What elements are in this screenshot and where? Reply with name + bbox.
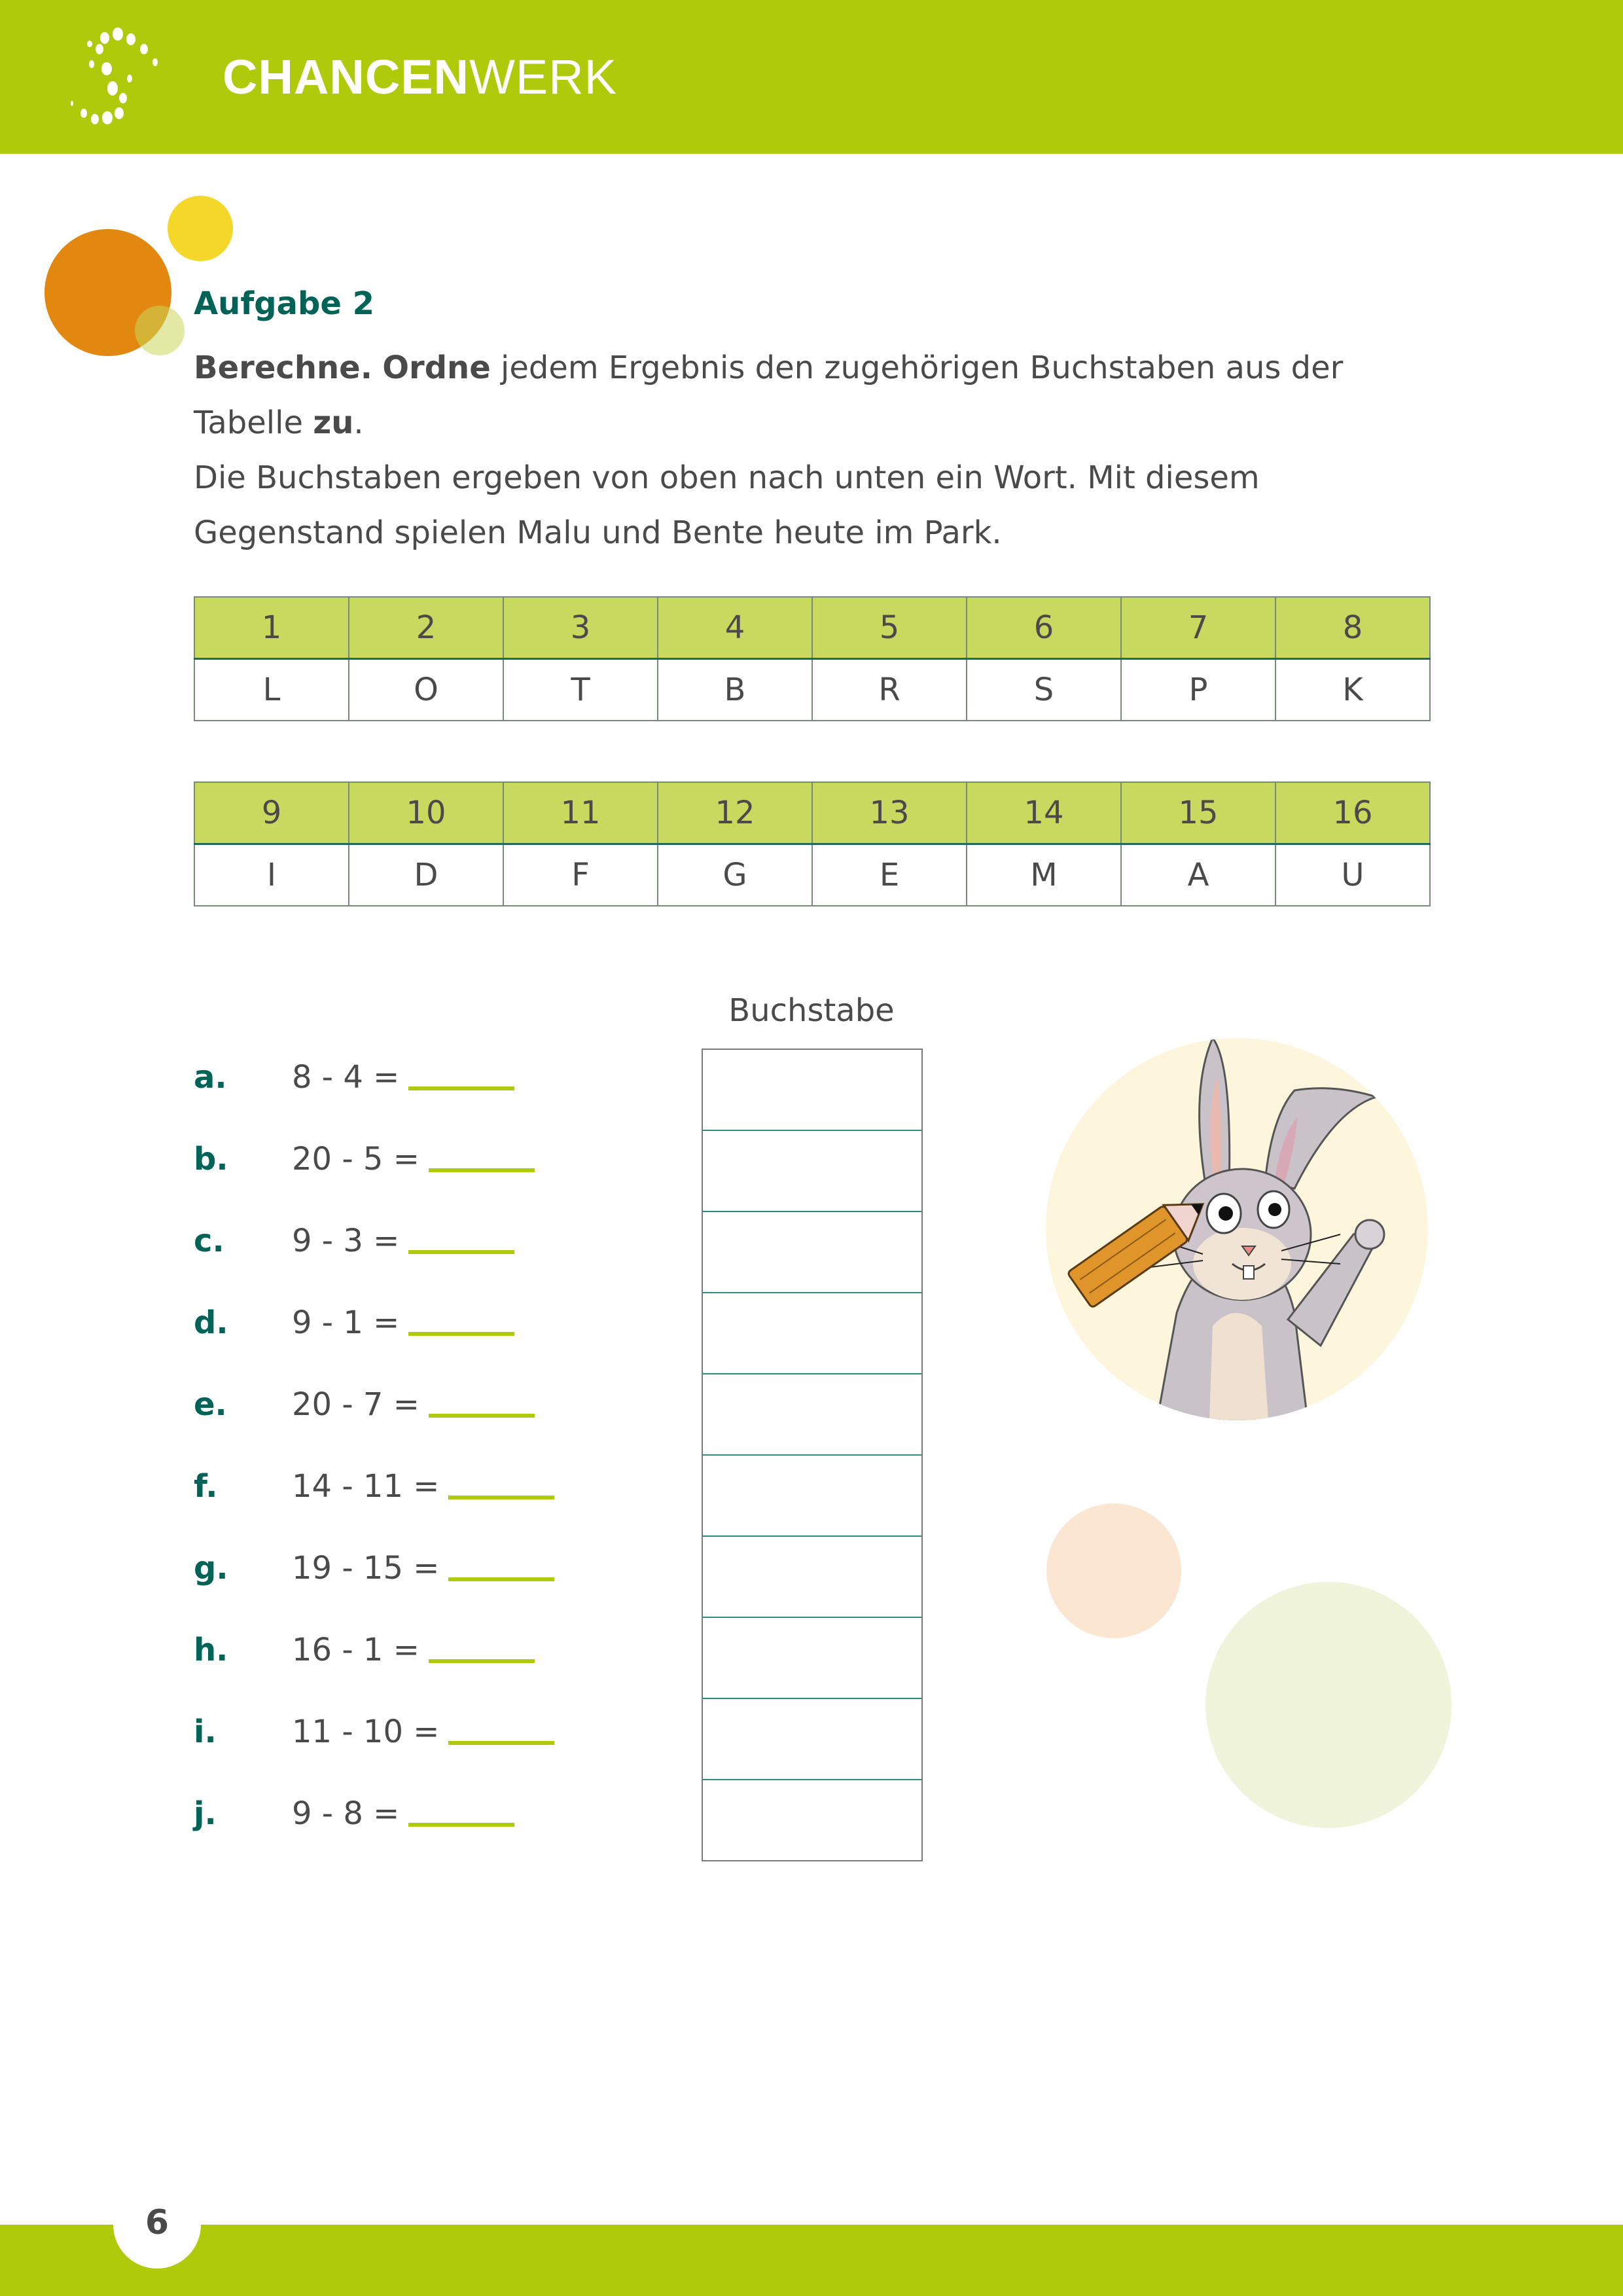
answer-blank[interactable] — [429, 1659, 535, 1663]
exercise-label: d. — [194, 1304, 228, 1341]
letter-cell: T — [503, 659, 658, 721]
exercise-label: h. — [194, 1632, 228, 1668]
exercise-row — [194, 1624, 535, 1676]
answer-letter-box-b[interactable] — [703, 1131, 921, 1212]
number-cell: 1 — [194, 597, 349, 659]
letter-cell: G — [658, 844, 812, 906]
number-cell: 2 — [349, 597, 503, 659]
answer-blank[interactable] — [408, 1086, 514, 1090]
bunny-with-pencil-icon — [1046, 1038, 1428, 1420]
letter-row — [194, 659, 1430, 721]
exercise-label: f. — [194, 1468, 218, 1505]
number-cell: 6 — [967, 597, 1121, 659]
exercise-row — [194, 1378, 535, 1431]
answer-blank[interactable] — [448, 1741, 554, 1745]
answer-letter-box-g[interactable] — [703, 1537, 921, 1618]
answer-letter-box-c[interactable] — [703, 1212, 921, 1293]
letter-cell: K — [1275, 659, 1430, 721]
exercise-row — [194, 1787, 514, 1840]
letter-cell: L — [194, 659, 349, 721]
instruction-verb-assign: Ordne — [382, 350, 491, 386]
exercise-equation: 19 - 15 = — [292, 1550, 440, 1587]
decorative-peach-circle — [1046, 1503, 1181, 1638]
decorative-yellow-circle — [168, 196, 233, 261]
exercise-row — [194, 1297, 514, 1349]
letter-cell: M — [967, 844, 1121, 906]
answer-letter-box-h[interactable] — [703, 1618, 921, 1699]
page-number: 6 — [145, 2203, 169, 2242]
letter-code-table-1 — [194, 596, 1431, 721]
exercise-equation: 11 - 10 = — [292, 1713, 440, 1750]
letter-cell: B — [658, 659, 812, 721]
answer-blank[interactable] — [429, 1168, 535, 1172]
exercise-row — [194, 1542, 554, 1594]
instruction-line-1 — [194, 340, 1437, 395]
answer-column-header: Buchstabe — [728, 992, 895, 1029]
instruction-line-2 — [194, 395, 1437, 450]
task-title: Aufgabe 2 — [194, 285, 374, 322]
exercise-equation: 16 - 1 = — [292, 1632, 419, 1668]
number-cell: 12 — [658, 782, 812, 844]
answer-blank[interactable] — [448, 1577, 554, 1581]
brand-name — [223, 51, 617, 103]
exercise-label: i. — [194, 1713, 217, 1750]
exercise-row — [194, 1215, 514, 1267]
exercise-label: a. — [194, 1059, 227, 1096]
decorative-pale-green-circle — [1205, 1582, 1452, 1828]
exercise-label: c. — [194, 1223, 224, 1259]
exercise-row — [194, 1706, 554, 1758]
exercise-equation: 9 - 8 = — [292, 1795, 400, 1832]
exercise-label: b. — [194, 1141, 228, 1177]
instruction-text: jedem Ergebnis den zugehörigen Buchstaben aus der — [490, 350, 1344, 386]
exercise-label: j. — [194, 1795, 217, 1832]
number-cell: 10 — [349, 782, 503, 844]
number-cell: 9 — [194, 782, 349, 844]
letter-cell: F — [503, 844, 658, 906]
number-row — [194, 597, 1430, 659]
answer-blank[interactable] — [408, 1332, 514, 1336]
letter-cell: O — [349, 659, 503, 721]
instruction-line-4: Gegenstand spielen Malu und Bente heute im Park. — [194, 514, 1002, 551]
chancenwerk-logo-icon — [65, 26, 203, 131]
letter-cell: R — [812, 659, 967, 721]
exercise-label: e. — [194, 1386, 227, 1423]
answer-blank[interactable] — [408, 1823, 514, 1827]
answer-blank[interactable] — [408, 1250, 514, 1254]
number-cell: 13 — [812, 782, 967, 844]
letter-cell: D — [349, 844, 503, 906]
answer-letter-box-f[interactable] — [703, 1456, 921, 1537]
exercise-equation: 9 - 3 = — [292, 1223, 400, 1259]
letter-cell: S — [967, 659, 1121, 721]
letter-cell: U — [1275, 844, 1430, 906]
number-cell: 3 — [503, 597, 658, 659]
number-cell: 8 — [1275, 597, 1430, 659]
number-cell: 4 — [658, 597, 812, 659]
answer-blank[interactable] — [448, 1496, 554, 1499]
footer-bar — [0, 2225, 1623, 2296]
exercise-row — [194, 1133, 535, 1185]
letter-cell: I — [194, 844, 349, 906]
number-cell: 5 — [812, 597, 967, 659]
brand-name-light: WERK — [469, 50, 617, 104]
answer-letter-box-i[interactable] — [703, 1699, 921, 1780]
letter-cell: E — [812, 844, 967, 906]
exercise-equation: 20 - 7 = — [292, 1386, 419, 1423]
letter-cell: A — [1121, 844, 1275, 906]
exercise-equation: 8 - 4 = — [292, 1059, 400, 1096]
answer-blank[interactable] — [429, 1414, 535, 1418]
number-cell: 11 — [503, 782, 658, 844]
brand-name-bold: CHANCEN — [223, 50, 469, 104]
instruction-text: . — [353, 404, 364, 441]
exercise-row — [194, 1051, 514, 1103]
instruction-text: Tabelle — [194, 404, 313, 441]
answer-letter-box-a[interactable] — [703, 1050, 921, 1131]
exercise-label: g. — [194, 1550, 228, 1587]
number-cell: 15 — [1121, 782, 1275, 844]
exercise-equation: 20 - 5 = — [292, 1141, 419, 1177]
exercise-equation: 9 - 1 = — [292, 1304, 400, 1341]
number-cell: 7 — [1121, 597, 1275, 659]
letter-code-table-2 — [194, 781, 1431, 906]
answer-letter-box-j[interactable] — [703, 1780, 921, 1860]
letter-row — [194, 844, 1430, 906]
letter-cell: P — [1121, 659, 1275, 721]
number-cell: 14 — [967, 782, 1121, 844]
number-row — [194, 782, 1430, 844]
exercise-row — [194, 1460, 554, 1513]
instruction-verb-particle: zu — [313, 404, 354, 441]
answer-letter-box-e[interactable] — [703, 1374, 921, 1456]
instruction-verb-calculate: Berechne. — [194, 350, 372, 386]
answer-letter-boxes — [702, 1049, 923, 1861]
task-instructions — [194, 340, 1437, 560]
instruction-line-3: Die Buchstaben ergeben von oben nach unten ein Wort. Mit diesem — [194, 459, 1260, 496]
number-cell: 16 — [1275, 782, 1430, 844]
answer-letter-box-d[interactable] — [703, 1293, 921, 1374]
exercise-equation: 14 - 11 = — [292, 1468, 440, 1505]
decorative-lime-circle — [135, 306, 185, 355]
